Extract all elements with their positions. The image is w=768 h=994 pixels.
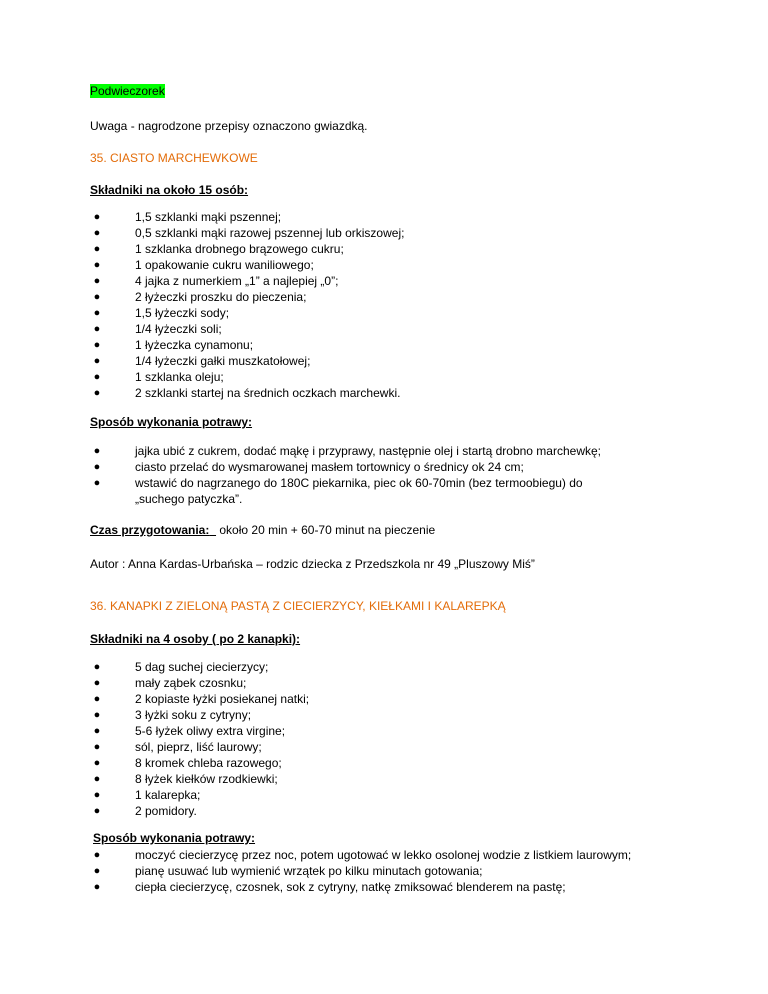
bullet-icon: ● [93,677,101,689]
bullet-icon: ● [93,243,101,255]
bullet-icon: ● [93,709,101,721]
note-text: Uwaga - nagrodzone przepisy oznaczono gwiazdką. [90,119,368,133]
time-value: około 20 min + 60-70 minut na pieczenie [219,523,436,537]
bullet-icon: ● [93,865,101,877]
section-heading [90,83,165,99]
list-item: ● 2 łyżeczki proszku do pieczenia; [90,289,690,305]
recipe-1-ingredients-list [90,209,690,401]
bullet-icon: ● [93,757,101,769]
list-item: ● jajka ubić z cukrem, dodać mąkę i przyprawy, następnie olej i startą drobno marchewkę; [90,443,690,459]
list-item: ● 5-6 łyżek oliwy extra virgine; [90,723,690,739]
bullet-icon: ● [93,211,101,223]
bullet-icon: ● [93,387,101,399]
bullet-icon: ● [93,339,101,351]
list-item: ● 5 dag suchej ciecierzycy; [90,659,690,675]
list-item: ● 1 kalarepka; [90,787,690,803]
section-heading-text: Podwieczorek [90,84,165,98]
recipe-2-title: 36. KANAPKI Z ZIELONĄ PASTĄ Z CIECIERZYCY, KIEŁKAMI I KALAREPKĄ [90,599,506,613]
list-item: ● 8 łyżek kiełków rzodkiewki; [90,771,690,787]
recipe-1-author: Autor : Anna Kardas-Urbańska – rodzic dziecka z Przedszkola nr 49 „Pluszowy Miś” [90,557,535,571]
bullet-icon: ● [93,445,101,457]
list-item: ● 2 szklanki startej na średnich oczkach marchewki. [90,385,690,401]
list-item: ● 1/4 łyżeczki gałki muszkatołowej; [90,353,690,369]
bullet-icon: ● [93,881,101,893]
list-item: ● 1,5 łyżeczki sody; [90,305,690,321]
time-label: Czas przygotowania: [90,523,210,537]
bullet-icon: ● [93,725,101,737]
recipe-2-method-list [90,847,690,895]
list-item: ● wstawić do nagrzanego do 180C piekarnika, piec ok 60-70min (bez termoobiegu) do „suchego patyczka”. [90,475,615,507]
list-item: ● 1 opakowanie cukru waniliowego; [90,257,690,273]
bullet-icon: ● [93,307,101,319]
list-item: ● 3 łyżki soku z cytryny; [90,707,690,723]
bullet-icon: ● [93,741,101,753]
list-item: ● 1 łyżeczka cynamonu; [90,337,690,353]
bullet-icon: ● [93,805,101,817]
bullet-icon: ● [93,461,101,473]
list-item: ● 4 jajka z numerkiem „1” a najlepiej „0”; [90,273,690,289]
recipe-1-time [90,522,435,538]
recipe-2-ingredients-label: Składniki na 4 osoby ( po 2 kanapki): [90,632,301,646]
recipe-2-method-label: Sposób wykonania potrawy: [93,831,256,845]
list-item: ● mały ząbek czosnku; [90,675,690,691]
bullet-icon: ● [93,773,101,785]
list-item: ● sól, pieprz, liść laurowy; [90,739,690,755]
list-item: ● ciasto przelać do wysmarowanej masłem tortownicy o średnicy ok 24 cm; [90,459,690,475]
recipe-1-method-list [90,443,690,507]
recipe-1-ingredients-label: Składniki na około 15 osób: [90,183,249,197]
list-item: ● pianę usuwać lub wymienić wrzątek po kilku minutach gotowania; [90,863,690,879]
bullet-icon: ● [93,849,101,861]
bullet-icon: ● [93,291,101,303]
bullet-icon: ● [93,259,101,271]
bullet-icon: ● [93,789,101,801]
bullet-icon: ● [93,693,101,705]
bullet-icon: ● [93,227,101,239]
bullet-icon: ● [93,661,101,673]
bullet-icon: ● [93,477,101,489]
bullet-icon: ● [93,355,101,367]
recipe-1-title: 35. CIASTO MARCHEWKOWE [90,151,258,165]
list-item: ● 1,5 szklanki mąki pszennej; [90,209,690,225]
list-item: ● 0,5 szklanki mąki razowej pszennej lub orkiszowej; [90,225,690,241]
list-item: ● 8 kromek chleba razowego; [90,755,690,771]
list-item: ● 1 szklanka oleju; [90,369,690,385]
list-item: ● 1 szklanka drobnego brązowego cukru; [90,241,690,257]
recipe-1-method-label: Sposób wykonania potrawy: [90,415,253,429]
list-item: ● moczyć ciecierzycę przez noc, potem ugotować w lekko osolonej wodzie z listkiem laurowym; [90,847,690,863]
list-item: ● ciepła ciecierzycę, czosnek, sok z cytryny, natkę zmiksować blenderem na pastę; [90,879,690,895]
list-item: ● 2 pomidory. [90,803,690,819]
bullet-icon: ● [93,323,101,335]
list-item: ● 1/4 łyżeczki soli; [90,321,690,337]
recipe-2-ingredients-list [90,659,690,819]
bullet-icon: ● [93,371,101,383]
bullet-icon: ● [93,275,101,287]
list-item: ● 2 kopiaste łyżki posiekanej natki; [90,691,690,707]
